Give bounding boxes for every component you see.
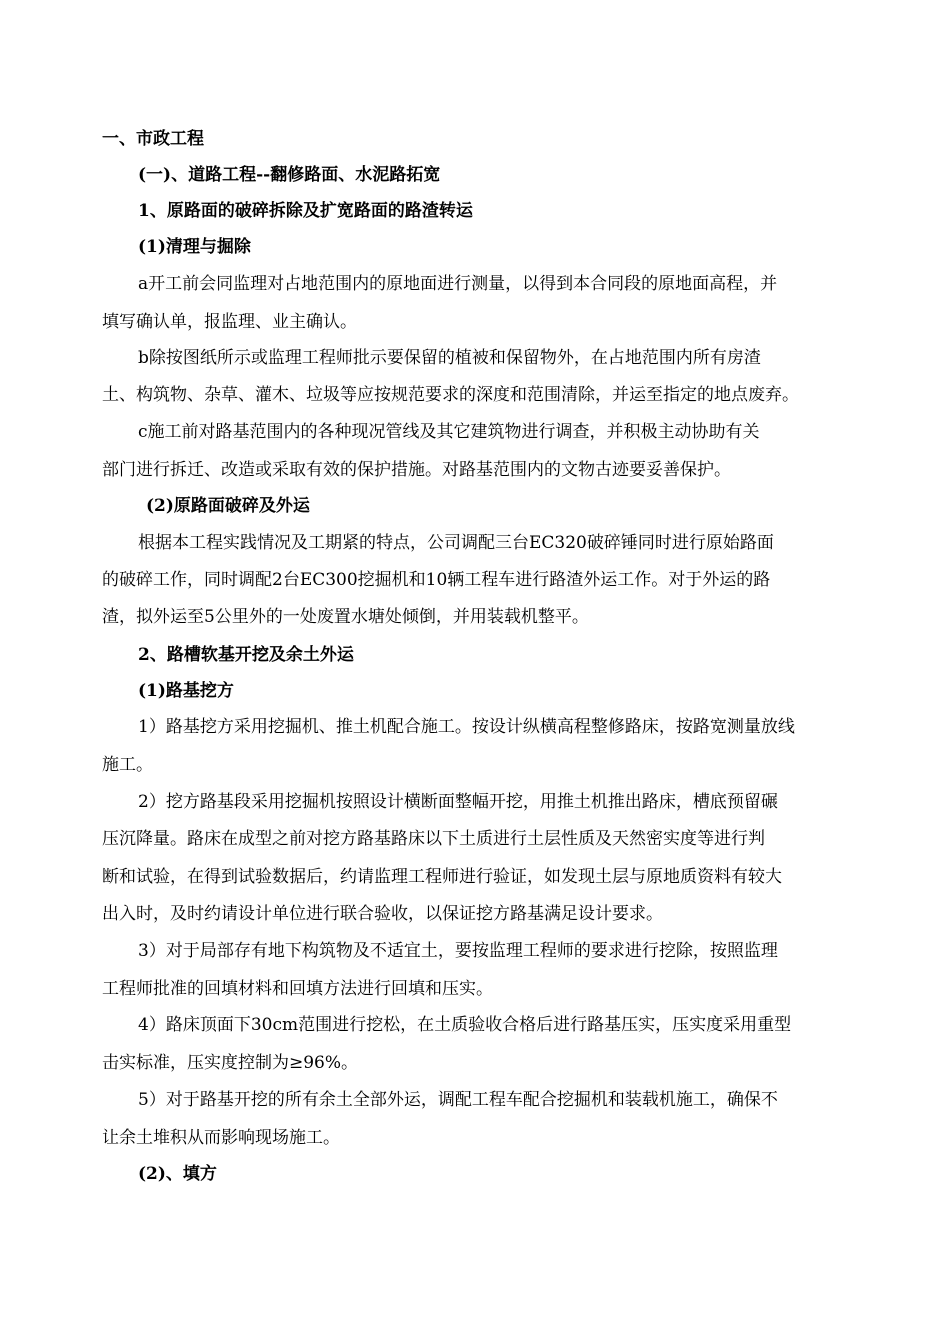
section1-sub2-title: (2)原路面破碎及外运 (146, 496, 310, 516)
sub2-para-line1: 根据本工程实践情况及工期紧的特点，公司调配三台EC320破碎锤同时进行原始路面 (138, 533, 774, 553)
item4-line1: 4）路床顶面下30cm范围进行挖松，在土质验收合格后进行路基压实，压实度采用重型 (138, 1015, 792, 1035)
item3-line1: 3）对于局部存有地下构筑物及不适宜土，要按监理工程师的要求进行挖除，按照监理 (138, 941, 778, 961)
item5-line1: 5）对于路基开挖的所有余土全部外运，调配工程车配合挖掘机和装载机施工，确保不 (138, 1090, 778, 1110)
para-c-line2: 部门进行拆迁、改造或采取有效的保护措施。对路基范围内的文物古迹要妥善保护。 (102, 460, 731, 480)
para-b-line1: b除按图纸所示或监理工程师批示要保留的植被和保留物外，在占地范围内所有房渣 (138, 348, 761, 368)
para-b-line2: 土、构筑物、杂草、灌木、垃圾等应按规范要求的深度和范围清除，并运至指定的地点废弃。 (102, 385, 799, 405)
sub2-para-line2: 的破碎工作，同时调配2台EC300挖掘机和10辆工程车进行路渣外运工作。对于外运的路 (102, 570, 771, 590)
item2-line4: 出入时，及时约请设计单位进行联合验收，以保证挖方路基满足设计要求。 (102, 904, 663, 924)
para-a-line2: 填写确认单，报监理、业主确认。 (102, 312, 357, 332)
heading-municipal: 一、市政工程 (102, 129, 204, 149)
sub2-para-line3: 渣，拟外运至5公里外的一处废置水塘处倾倒，并用装载机整平。 (102, 607, 589, 627)
section2-title: 2、路槽软基开挖及余土外运 (138, 645, 354, 665)
section2-sub2-title: (2)、填方 (138, 1164, 217, 1184)
heading-road-works: (一)、道路工程--翻修路面、水泥路拓宽 (138, 165, 441, 185)
section1-title: 1、原路面的破碎拆除及扩宽路面的路渣转运 (138, 201, 473, 221)
item2-line1: 2）挖方路基段采用挖掘机按照设计横断面整幅开挖，用推土机推出路床，槽底预留碾 (138, 792, 778, 812)
item1-line1: 1）路基挖方采用挖掘机、推土机配合施工。按设计纵横高程整修路床，按路宽测量放线 (138, 717, 795, 737)
item1-line2: 施工。 (102, 755, 153, 775)
section1-sub1-title: (1)清理与掘除 (138, 237, 251, 257)
para-c-line1: c施工前对路基范围内的各种现况管线及其它建筑物进行调查，并积极主动协助有关 (138, 422, 760, 442)
section2-sub1-title: (1)路基挖方 (138, 681, 234, 701)
item2-line2: 压沉降量。路床在成型之前对挖方路基路床以下土质进行土层性质及天然密实度等进行判 (102, 829, 765, 849)
para-a-line1: a开工前会同监理对占地范围内的原地面进行测量，以得到本合同段的原地面高程，并 (138, 274, 778, 294)
item4-line2: 击实标准，压实度控制为≥96%。 (102, 1053, 359, 1073)
item2-line3: 断和试验，在得到试验数据后，约请监理工程师进行验证，如发现土层与原地质资料有较大 (102, 867, 782, 887)
item3-line2: 工程师批准的回填材料和回填方法进行回填和压实。 (102, 979, 493, 999)
item5-line2: 让余土堆积从而影响现场施工。 (102, 1128, 340, 1148)
